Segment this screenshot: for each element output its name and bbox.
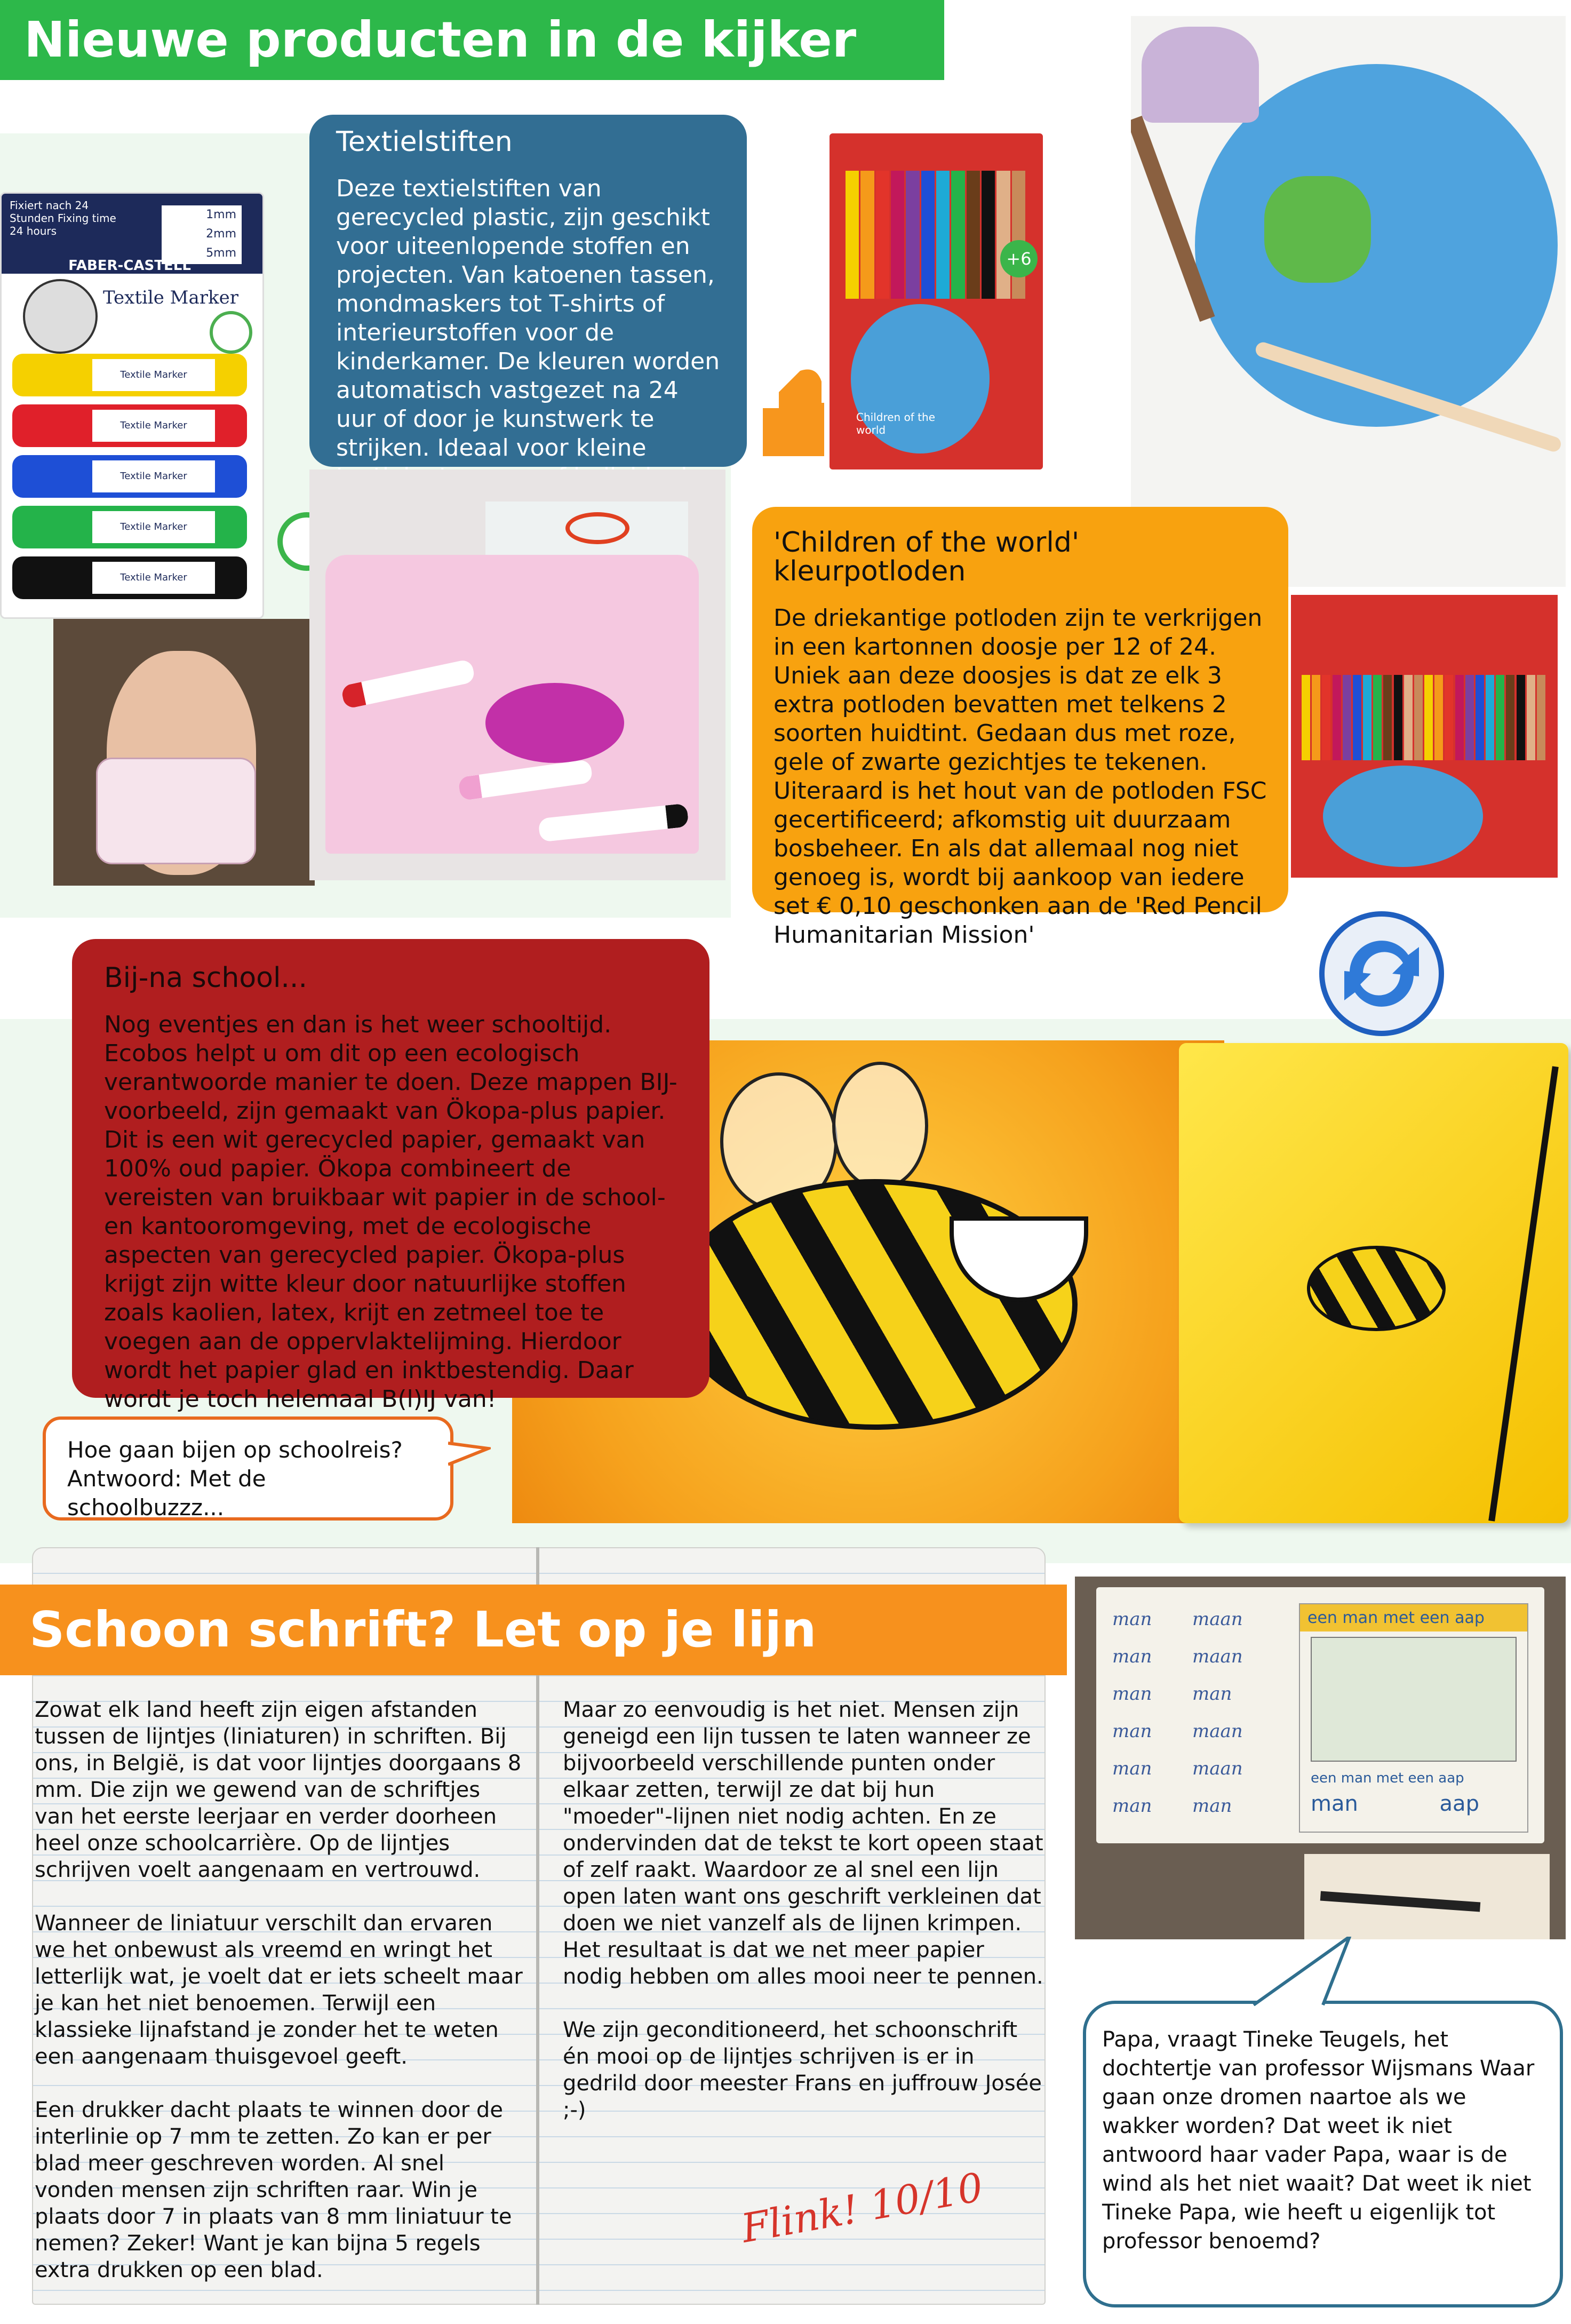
book-word-b: aap [1439,1792,1479,1816]
colored-pencil [1404,675,1413,760]
colored-pencil [1424,675,1433,760]
colored-pencil [1414,675,1423,760]
school-title: Bij-na school... [104,962,307,994]
colored-pencil [1363,675,1371,760]
textile-marker [12,506,247,548]
book-sentence: een man met een aap [1311,1770,1464,1786]
colored-pencil [921,171,935,299]
colored-pencil [1486,675,1494,760]
textile-marker [12,354,247,396]
handwriting-word: man [1112,1646,1152,1667]
marker-label: Textile Marker [92,460,215,492]
joke-bubble-tail [448,1440,491,1473]
marker-label: Textile Marker [92,511,215,543]
handwriting-word: maan [1192,1758,1243,1779]
marker-label: Textile Marker [92,359,215,391]
tshirt-photo [309,469,725,880]
handwriting-word: maan [1192,1721,1243,1742]
book-right-page [1299,1603,1528,1833]
colored-pencil [1322,675,1330,760]
hand-cutout [1142,27,1259,123]
box-label: Children of the world [856,411,936,436]
colored-pencil [1517,675,1525,760]
joke-bubble [43,1416,453,1521]
handwriting-word: man [1192,1795,1232,1817]
colored-pencil [1445,675,1453,760]
scissors [565,512,629,544]
colored-pencil [1537,675,1545,760]
printed-mask [96,758,256,864]
colored-pencil [1373,675,1382,760]
colored-pencil [996,171,1010,299]
column-1-paragraph-2: Wanneer de liniatuur verschilt dan ervaren we het onbewust als vreemd en wringt het letterlijk wat, je voelt dat er iets scheelt maar je kan het niet benoemen. Terwijl een klassieke lijnafstand je zonder het te weten een aangenaam thuisgevoel geeft. [35,1911,523,2069]
joke-line-2: Antwoord: Met de schoolbuzzz... [67,1466,266,1521]
colored-pencil [1312,675,1320,760]
colored-pencil [951,171,964,299]
folder-elastic [1488,1066,1559,1521]
colored-pencil [1383,675,1392,760]
marker-label: Textile Marker [92,562,215,594]
book-caption: een man met een aap [1300,1604,1527,1631]
folder-bee [1307,1246,1446,1331]
recycle-icon [210,311,252,354]
textielstiften-box [309,115,747,467]
quote-bubble [1083,2001,1563,2307]
pencil-row [846,171,1027,299]
colored-pencil [936,171,950,299]
pencil-box-24-photo [1291,595,1558,878]
colored-pencil [1465,675,1474,760]
package-product-name: Textile Marker [103,287,238,308]
colored-pencil [967,171,980,299]
children-drawing-photo [1131,16,1566,587]
colored-pencil [891,171,904,299]
handwriting-word: man [1112,1683,1152,1705]
colored-pencil [1353,675,1361,760]
pencil-row-24 [1302,675,1547,760]
colored-pencil [1506,675,1514,760]
schrift-heading: Schoon schrift? Let op je lijn [0,1585,1067,1675]
column-1-paragraph-1: Zowat elk land heeft zijn eigen afstanden tussen de lijntjes (liniaturen) in schriften. Bij ons, in België, is dat voor lijntjes doorgaans 8 mm. Die zijn we gewend van de schriftjes van het eerste leerjaar en verder doorheen heel onze schoolcarrière. Op de lijntjes schrijven voelt aangenaam en vertrouwd. [35,1698,522,1882]
colored-pencil [846,171,859,299]
textile-marker-package [0,192,264,619]
handwriting-word: man [1192,1683,1232,1705]
textielstiften-title: Textielstiften [336,126,513,158]
marker-stack [12,354,252,610]
textile-marker [12,404,247,447]
plus-badge: +6 [1000,240,1038,277]
quote-text: Papa, vraagt Tineke Teugels, het dochtertje van professor Wijsmans Waar gaan onze dromen naartoe als we wakker worden? Dat weet ik niet antwoord haar vader Papa, waar is de wind als het niet waait? Dat weet ik niet Tineke Papa, wie heeft u eigenlijk tot professor benoemd? [1102,2027,1535,2254]
schrift-column-2 [563,1697,1048,2150]
colored-pencil [1333,675,1341,760]
potloden-title: 'Children of the world' kleurpotloden [773,527,1080,587]
potloden-box [752,507,1288,949]
package-fix-note: Fixiert nach 24 Stunden Fixing time 24 hours [10,199,116,237]
pig-drawing [485,683,624,763]
bee-wing-right [832,1062,928,1190]
colored-pencil [860,171,874,299]
yellow-folder [1179,1043,1568,1523]
package-brand: FABER-CASTELL [68,258,191,274]
colored-pencil [1012,171,1025,299]
globe-illustration-24 [1323,766,1483,867]
cycle-icon [1318,910,1446,1038]
handwriting-word: man [1112,1721,1152,1742]
flink-stamp: Flink! 10/10 [738,2164,987,2252]
land-drawing [1264,176,1371,283]
quote-bubble-tail [1243,1937,1366,2006]
column-2-paragraph-2: We zijn geconditioneerd, het schoonschrift én mooi op de lijntjes schrijven is er in gedrild door meester Frans en juffrouw Josée ;-) [563,2018,1042,2122]
colored-pencil [1302,675,1310,760]
size-1: 1mm [206,208,236,221]
potloden-body: De driekantige potloden zijn te verkrijgen in een kartonnen doosje per 12 of 24. Uniek aan deze doosjes is dat ze elk 3 extra potloden bevatten met telkens 2 soorten huidtint. Gedaan dus met roze, gele of zwarte gezichtjes te tekenen. Uiteraard is het hout van de potloden FSC gecertificeerd; afkomstig uit duurzaam bosbeheer. En als dat allemaal nog niet genoeg is, wordt bij aankoop van iedere set € 0,10 geschonken aan de 'Red Pencil Humanitarian Mission' [773,604,1267,949]
textile-marker [12,556,247,599]
colored-pencil [1455,675,1464,760]
writing-book-photo [1075,1577,1566,1939]
size-2: 2mm [206,227,236,241]
column-2-paragraph-1: Maar zo eenvoudig is het niet. Mensen zijn geneigd een lijn tussen te laten wanneer ze bijvoorbeeld verschillende punten onder elkaar zetten, terwijl ze dat bij hun "moeder"-lijnen niet nodig achten. En ze ondervinden dat de tekst te kort opeen staat of zelf raakt. Waardoor ze al snel een lijn open laten want ons geschrift verkleinen dat doen we niet vanzelf als de lijnen krimpen. Het resultaat is dat we net meer papier nodig hebben om alles mooi neer te pennen. [563,1698,1043,1989]
handwriting-practice [1112,1609,1272,1833]
textile-marker [12,455,247,498]
colored-pencil [1394,675,1402,760]
school-body: Nog eventjes en dan is het weer schooltijd. Ecobos helpt u om dit op een ecologisch verantwoorde manier te doen. Deze mappen BIJ-voorbeeld, zijn gemaakt van Ökopa-plus papier. Dit is een wit gerecycled papier, gemaakt van 100% oud papier. Ökopa combineert de vereisten van bruikbaar wit papier in de school- en kantooromgeving, met de ecologische aspecten van gerecycled papier. Ökopa-plus krijgt zijn witte kleur door natuurlijke stoffen zoals kaolien, latex, krijt en zetmeel toe te voegen aan de oppervlaktelijming. Hierdoor wordt het papier glad en inktbestendig. Daar wordt je toch helemaal B(l)IJ van! [104,1011,677,1413]
handwriting-word: maan [1192,1609,1243,1630]
colored-pencil [1434,675,1443,760]
textielstiften-body: Deze textielstiften van gerecycled plastic, zijn geschikt voor uiteenlopende stoffen en projecten. Van katoenen tassen, mondmaskers tot T-shirts of interieurstoffen voor de kinderkamer. De kleuren worden automatisch vastgezet na 24 uur of door je kunstwerk te strijken. Ideaal voor kleine [336,175,720,461]
colored-pencil [1527,675,1535,760]
colored-pencil [982,171,995,299]
colored-pencil [1476,675,1484,760]
section-heading: Nieuwe producten in de kijker [0,0,944,80]
schrift-column-1 [35,1697,523,2310]
package-size-chart [162,205,242,264]
handwriting-word: man [1112,1609,1152,1630]
book-picture [1311,1637,1517,1762]
book-word-a: man [1311,1792,1358,1816]
school-box [72,939,709,1413]
colored-pencil [876,171,889,299]
colored-pencil [1496,675,1504,760]
handwriting-word: man [1112,1795,1152,1817]
handwriting-word: man [1112,1758,1152,1779]
mask-photo [53,619,315,886]
size-3: 5mm [206,246,236,260]
monkey-illustration [23,279,98,354]
colored-pencil [1343,675,1351,760]
joke-line-1: Hoe gaan bijen op schoolreis? [67,1437,403,1463]
pencil-box-photo [824,112,1054,469]
handwriting-word: maan [1192,1646,1243,1667]
column-1-paragraph-3: Een drukker dacht plaats te winnen door de interlinie op 7 mm te zetten. Zo kan er per blad meer geschreven worden. Al snel vonden mensen zijn schriften raar. Win je plaats door 7 in plaats van 8 mm liniatuur te nemen? Zeker! Want je kan bijna 5 regels extra drukken op een blad. [35,2098,512,2282]
colored-pencil [906,171,919,299]
marker-label: Textile Marker [92,410,215,442]
